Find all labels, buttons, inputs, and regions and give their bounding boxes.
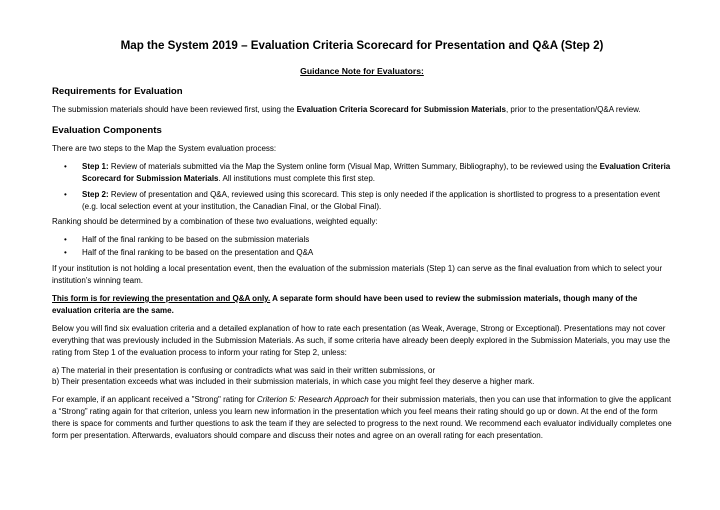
step-text-before: Review of materials submitted via the Map the System online form (Visual Map, Written Summary, Bibliography), to be reviewed using the bbox=[108, 161, 600, 171]
ranking-list bbox=[52, 234, 672, 259]
step-text-after: . All institutions must complete this first step. bbox=[218, 173, 376, 183]
components-intro: There are two steps to the Map the System evaluation process: bbox=[52, 143, 277, 153]
step-text: Review of presentation and Q&A, reviewed using this scorecard. This step is only needed if the application is shortlisted to progress to a presentation event (e.g. local selection event at your institution, the Canadian Final, or the Global Final). bbox=[82, 189, 660, 211]
condition-b: b) Their presentation exceeds what was included in their submission materials, in which case you might feel they deserve a higher mark. bbox=[52, 377, 535, 387]
bullet-glyph: • bbox=[64, 248, 67, 258]
ranking-item-text: Half of the final ranking to be based on the presentation and Q&A bbox=[82, 248, 314, 258]
requirements-text-before: The submission materials should have been reviewed first, using the bbox=[52, 105, 297, 114]
requirements-text-after: , prior to the presentation/Q&A review. bbox=[505, 105, 641, 114]
steps-list bbox=[52, 161, 672, 213]
list-item bbox=[52, 234, 672, 246]
components-heading: Evaluation Components bbox=[52, 124, 162, 136]
form-note-rest: A separate form should have been used to review the submission materials, though many of the evaluation criteria are the same. bbox=[52, 293, 638, 315]
requirements-heading: Requirements for Evaluation bbox=[52, 86, 183, 97]
list-item bbox=[52, 161, 672, 185]
form-note-paragraph bbox=[52, 293, 672, 317]
step-label: Step 2: bbox=[82, 189, 109, 199]
list-item bbox=[52, 189, 672, 213]
bullet-glyph: • bbox=[64, 189, 67, 199]
ranking-item-text: Half of the final ranking to be based on the submission materials bbox=[82, 235, 310, 245]
step-scorecard-name: Evaluation Criteria Scorecard for Submission Materials bbox=[82, 161, 671, 183]
list-item bbox=[52, 247, 672, 259]
form-note-underlined: This form is for reviewing the presentation and Q&A only. bbox=[52, 293, 271, 303]
example-paragraph bbox=[52, 394, 672, 442]
requirements-scorecard-name: Evaluation Criteria Scorecard for Submission Materials bbox=[296, 105, 506, 114]
conditions-paragraph bbox=[52, 365, 672, 389]
example-criterion: Criterion 5: Research Approach bbox=[256, 395, 369, 405]
guidance-heading: Guidance Note for Evaluators: bbox=[300, 66, 424, 76]
ranking-intro: Ranking should be determined by a combination of these two evaluations, weighted equally: bbox=[52, 217, 378, 227]
step-label: Step 1: bbox=[82, 161, 109, 171]
bullet-glyph: • bbox=[64, 235, 67, 245]
requirements-paragraph bbox=[52, 104, 672, 116]
below-paragraph: Below you will find six evaluation criteria and a detailed explanation of how to rate each presentation (as Weak, Average, Strong or Exceptional). Presentations may not cover everything that was previously included in the Submission Materials. As such, if some criteria have already been deeply explored in the Submission Materials, you may use the rating from Step 1 of the evaluation process to inform your rating for Step 2, unless: bbox=[52, 323, 671, 357]
no-event-paragraph: If your institution is not holding a local presentation event, then the evaluation of the submission materials (Step 1) can serve as the final evaluation from which to select your institution’s winning team. bbox=[52, 264, 663, 286]
condition-a: a) The material in their presentation is confusing or contradicts what was said in their written submissions, or bbox=[52, 365, 436, 375]
example-text-before: For example, if an applicant received a "Strong" rating for bbox=[52, 395, 257, 405]
bullet-glyph: • bbox=[64, 161, 67, 171]
example-text-after: for their submission materials, then you can use that information to give the applicant a “Strong” rating again for that criterion, unless you learn new information in the presentation which you feel means their rating should go up or down. At the end of the form there is space for comments and further questions to ask the team if they are selected to progress to the next round. We recommend each evaluator individually completes one form per presentation. Afterwards, evaluators should compare and discuss their notes and agree on an overall rating for each presentation. bbox=[52, 395, 672, 441]
page-title: Map the System 2019 – Evaluation Criteria Scorecard for Presentation and Q&A (Step 2) bbox=[120, 39, 604, 52]
